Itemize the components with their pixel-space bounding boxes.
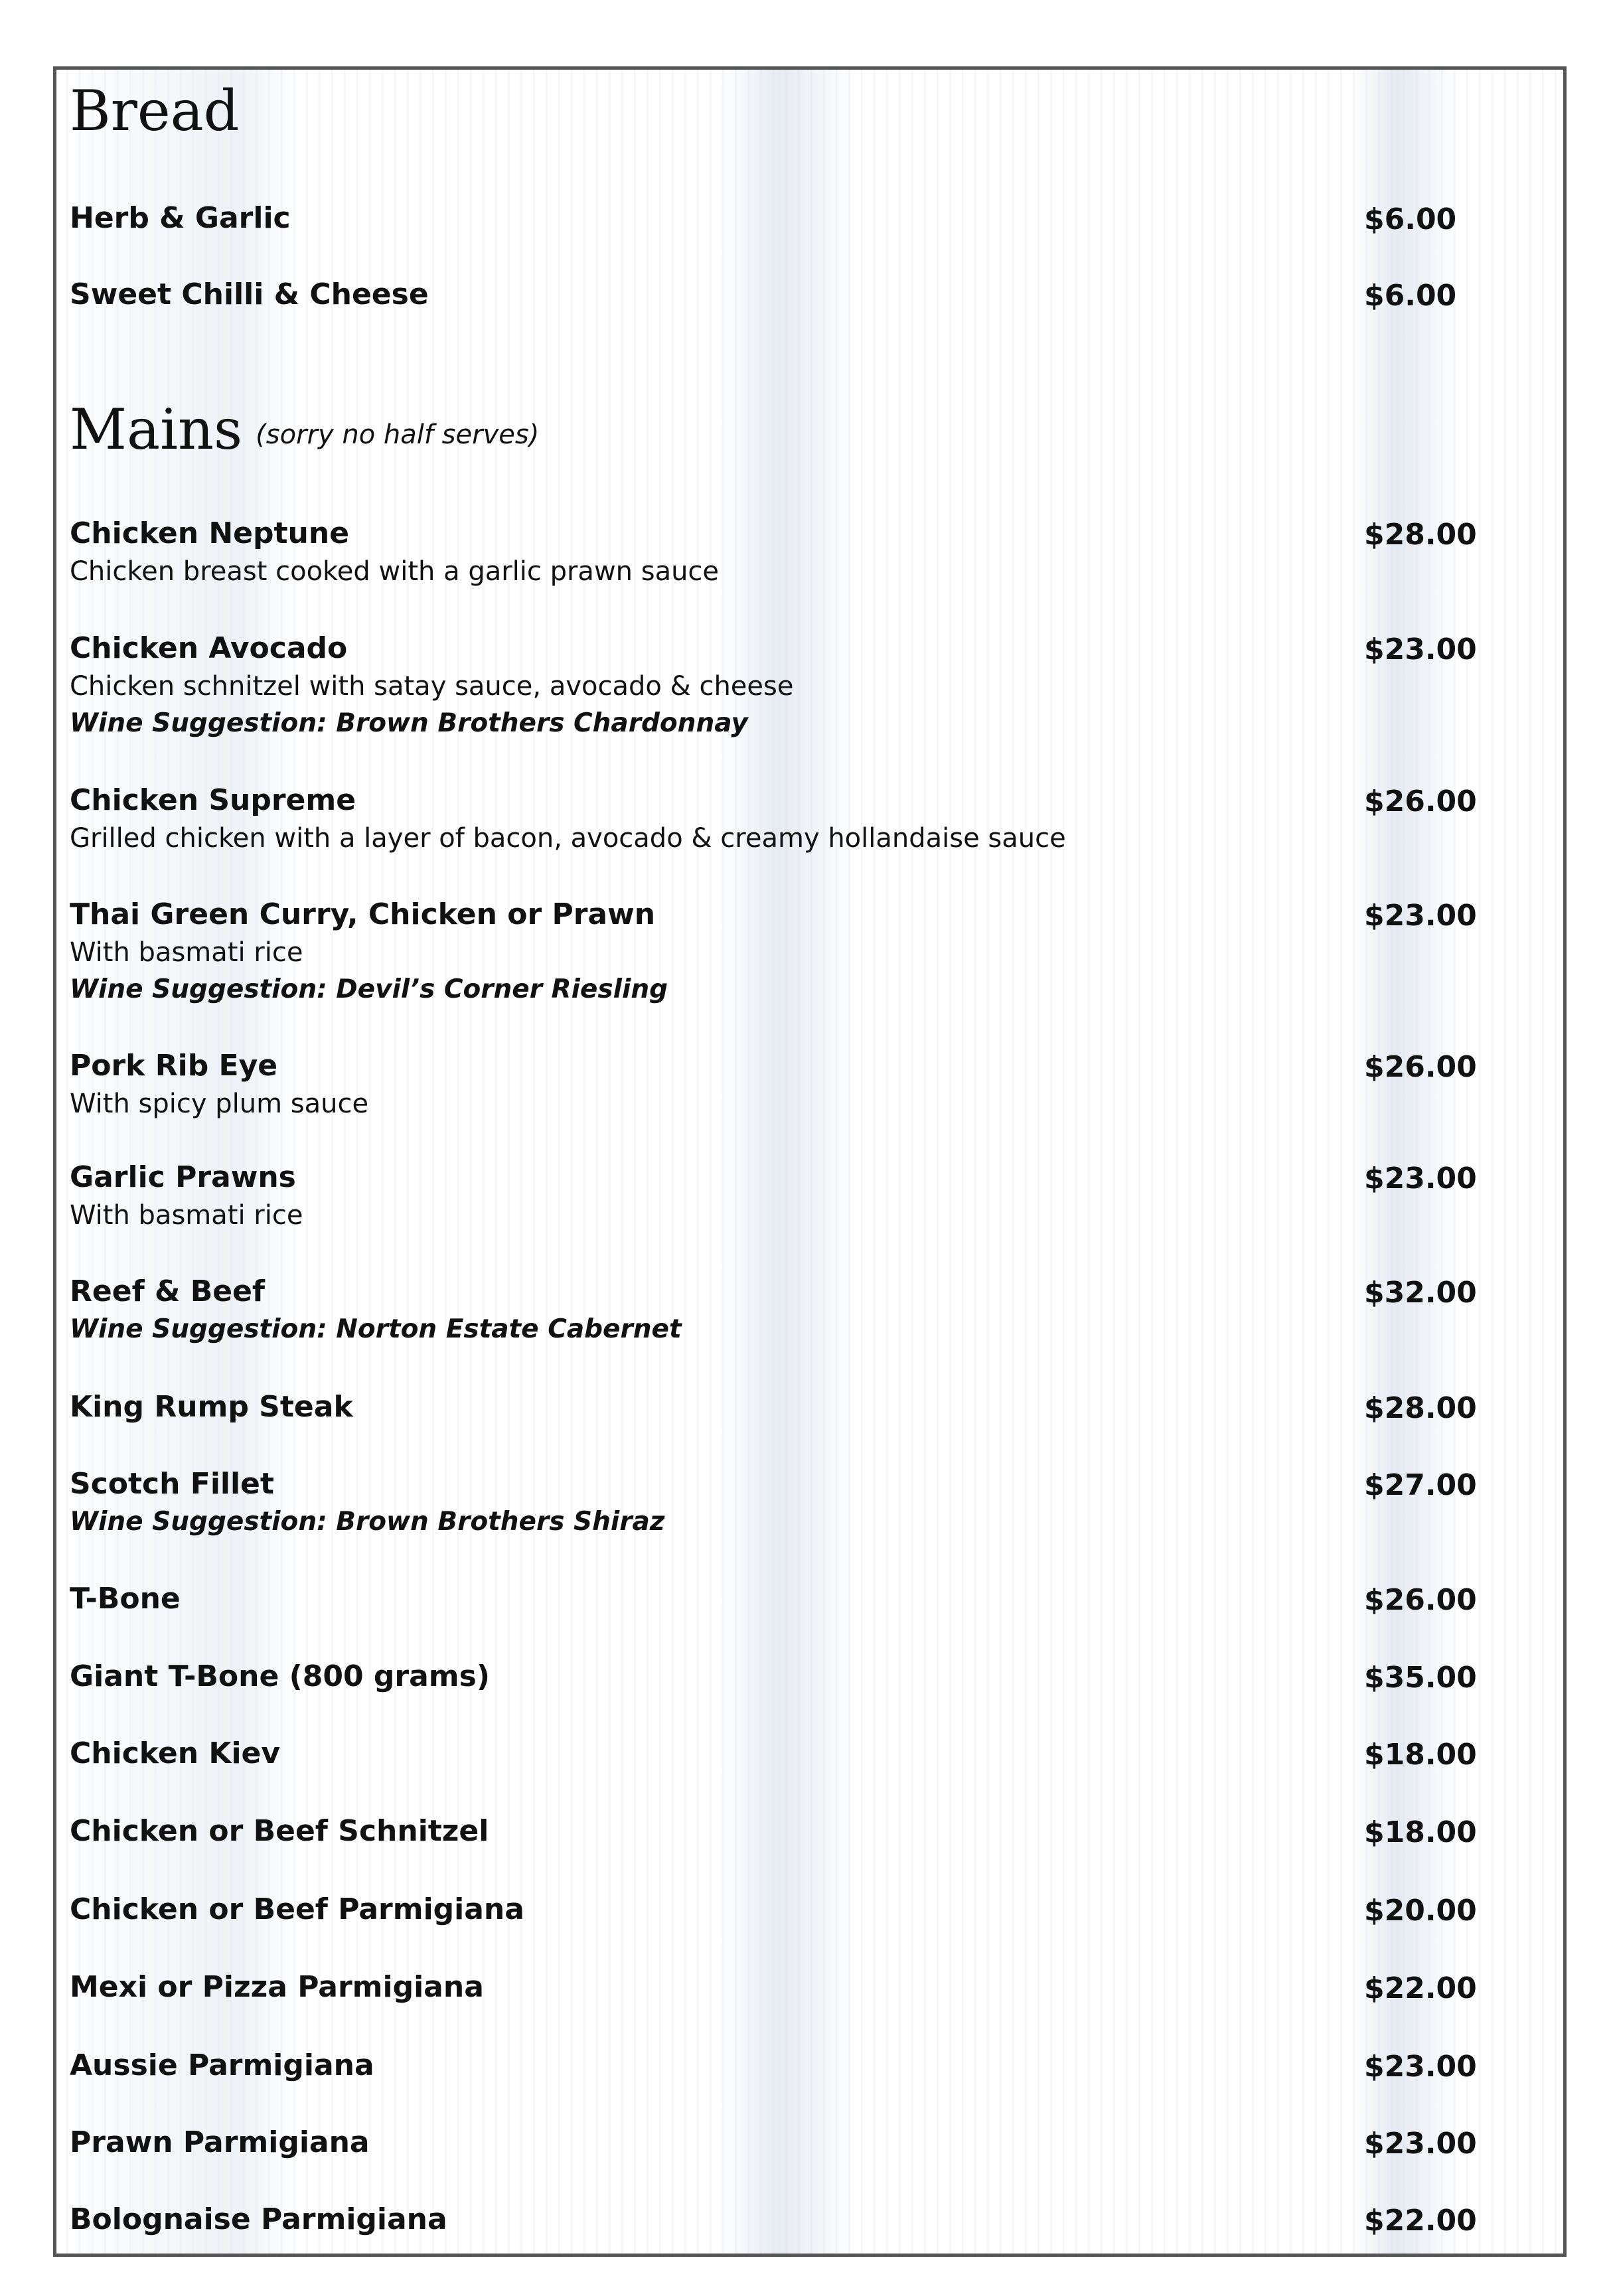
item-name: Chicken or Beef Schnitzel bbox=[70, 1814, 489, 1848]
item-name: Chicken Avocado bbox=[70, 631, 348, 665]
menu-item bbox=[70, 1657, 1523, 1696]
item-price: $22.00 bbox=[1364, 1971, 1477, 2005]
bread-title: Bread bbox=[70, 78, 240, 143]
item-name: Garlic Prawns bbox=[70, 1160, 296, 1194]
item-description: With spicy plum sauce bbox=[70, 1089, 369, 1119]
item-name: Chicken Supreme bbox=[70, 783, 356, 817]
item-description: With basmati rice bbox=[70, 1200, 303, 1231]
item-price: $23.00 bbox=[1364, 2050, 1477, 2084]
item-price: $32.00 bbox=[1364, 1276, 1477, 1310]
menu-item bbox=[70, 275, 1523, 314]
item-name: Scotch Fillet bbox=[70, 1467, 274, 1501]
wine-suggestion: Wine Suggestion: Brown Brothers Chardonnay bbox=[70, 708, 748, 738]
menu-item bbox=[70, 2200, 1523, 2239]
menu-item bbox=[70, 1047, 1523, 1122]
item-price: $20.00 bbox=[1364, 1894, 1477, 1928]
item-price: $6.00 bbox=[1364, 279, 1457, 313]
item-name: T-Bone bbox=[70, 1582, 181, 1616]
item-price: $23.00 bbox=[1364, 633, 1477, 666]
menu-item bbox=[70, 514, 1523, 590]
item-price: $26.00 bbox=[1364, 1583, 1477, 1617]
item-price: $23.00 bbox=[1364, 899, 1477, 933]
item-description: With basmati rice bbox=[70, 937, 303, 968]
menu-item bbox=[70, 1465, 1523, 1541]
item-name: Bolognaise Parmigiana bbox=[70, 2202, 447, 2236]
item-name: Mexi or Pizza Parmigiana bbox=[70, 1970, 484, 2004]
menu-item bbox=[70, 1388, 1523, 1426]
item-price: $18.00 bbox=[1364, 1738, 1477, 1772]
mains-note: (sorry no half serves) bbox=[256, 420, 540, 450]
menu-item bbox=[70, 1890, 1523, 1929]
menu-item bbox=[70, 1812, 1523, 1851]
menu-item bbox=[70, 1272, 1523, 1348]
wine-suggestion: Wine Suggestion: Devil’s Corner Riesling bbox=[70, 974, 668, 1004]
item-name: Chicken Kiev bbox=[70, 1736, 281, 1770]
item-description: Chicken breast cooked with a garlic prawn sauce bbox=[70, 556, 720, 587]
menu-item bbox=[70, 1158, 1523, 1234]
item-price: $35.00 bbox=[1364, 1661, 1477, 1695]
item-price: $23.00 bbox=[1364, 2127, 1477, 2161]
menu-item bbox=[70, 2046, 1523, 2085]
item-name: Giant T-Bone (800 grams) bbox=[70, 1659, 490, 1693]
menu-item bbox=[70, 2123, 1523, 2162]
menu-item bbox=[70, 895, 1523, 1008]
wine-suggestion: Wine Suggestion: Brown Brothers Shiraz bbox=[70, 1507, 665, 1537]
menu-item bbox=[70, 781, 1523, 857]
item-name: Reef & Beef bbox=[70, 1274, 266, 1308]
item-description: Chicken schnitzel with satay sauce, avocado & cheese bbox=[70, 671, 794, 702]
mains-title: Mains bbox=[70, 397, 243, 462]
menu-item bbox=[70, 1968, 1523, 2007]
item-price: $28.00 bbox=[1364, 1391, 1477, 1425]
item-price: $26.00 bbox=[1364, 1050, 1477, 1084]
item-price: $23.00 bbox=[1364, 1162, 1477, 1195]
menu-page bbox=[53, 66, 1567, 2257]
item-price: $6.00 bbox=[1364, 202, 1457, 236]
item-name: Prawn Parmigiana bbox=[70, 2125, 370, 2159]
item-price: $18.00 bbox=[1364, 1815, 1477, 1849]
item-description: Grilled chicken with a layer of bacon, avocado & creamy hollandaise sauce bbox=[70, 823, 1066, 854]
item-price: $28.00 bbox=[1364, 518, 1477, 552]
item-name: Herb & Garlic bbox=[70, 201, 291, 235]
item-name: King Rump Steak bbox=[70, 1390, 353, 1424]
item-name: Chicken Neptune bbox=[70, 516, 350, 550]
item-name: Aussie Parmigiana bbox=[70, 2048, 374, 2082]
item-name: Chicken or Beef Parmigiana bbox=[70, 1892, 524, 1926]
item-name: Pork Rib Eye bbox=[70, 1049, 278, 1083]
section-title-mains bbox=[70, 397, 540, 462]
wine-suggestion: Wine Suggestion: Norton Estate Cabernet bbox=[70, 1314, 682, 1344]
item-price: $27.00 bbox=[1364, 1468, 1477, 1502]
menu-item bbox=[70, 629, 1523, 742]
item-name: Sweet Chilli & Cheese bbox=[70, 277, 429, 311]
menu-item bbox=[70, 199, 1523, 238]
section-title-bread bbox=[70, 78, 240, 143]
item-name: Thai Green Curry, Chicken or Prawn bbox=[70, 897, 656, 931]
menu-item bbox=[70, 1734, 1523, 1773]
menu-item bbox=[70, 1580, 1523, 1618]
item-price: $22.00 bbox=[1364, 2204, 1477, 2238]
item-price: $26.00 bbox=[1364, 785, 1477, 818]
